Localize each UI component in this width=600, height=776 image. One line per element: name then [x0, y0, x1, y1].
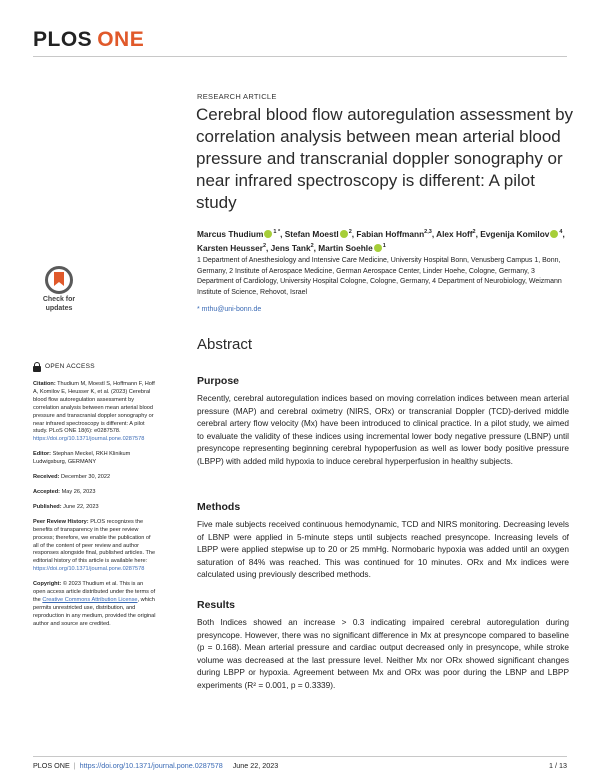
citation-label: Citation: [33, 381, 56, 387]
orcid-icon[interactable] [264, 230, 272, 238]
header-divider [33, 56, 567, 57]
section-heading-results: Results [197, 599, 235, 611]
accepted-date: May 26, 2023 [61, 488, 96, 495]
received-block [33, 474, 157, 482]
received-label: Received: [33, 474, 60, 481]
section-heading-purpose: Purpose [197, 375, 240, 387]
orcid-icon[interactable] [550, 230, 558, 238]
article-sidebar [33, 362, 157, 636]
author-separator: , [562, 228, 565, 239]
license-link[interactable]: Creative Commons Attribution License [42, 596, 138, 603]
author-name[interactable]: Karsten Heusser [197, 243, 263, 254]
open-lock-icon [33, 362, 41, 372]
bookmark-icon [51, 271, 67, 287]
peer-review-doi-link[interactable]: https://doi.org/10.1371/journal.pone.0287578 [33, 566, 145, 573]
footer-divider [33, 756, 567, 757]
author-affiliation-marker: 2 [472, 229, 476, 235]
author-name[interactable]: Marcus Thudium [197, 228, 264, 239]
author-affiliation-marker: 1 [382, 243, 386, 250]
published-date: June 22, 2023 [63, 503, 99, 510]
author-affiliation-marker: 4 [559, 229, 563, 235]
author-affiliation-marker: 2 [348, 229, 352, 235]
section-text-purpose: Recently, cerebral autoregulation indices based on moving correlation indices between mean arterial pressure (MAP) and cerebral oximetry (NIRS, ORx) or transcranial Doppler (TCD)-derived middle cerebral artery flow velocity (Mx) have been introduced to clinical practice. In a pilot study, we aimed to evaluate the validity of these indices using incremental lower body negative pressure (LBNP) until presyncope representing beginning cerebral hypoperfusion as well as lower body positive pressure (LBPP) with added mild hypoxia to induce cerebral hyperperfusion in healthy subjects. [197, 393, 569, 466]
author-name[interactable]: Evgenija Komilov [480, 228, 550, 239]
author-name[interactable]: Stefan Moestl [284, 228, 339, 239]
author-affiliation-marker: 1 * [273, 229, 281, 235]
journal-logo-plos: PLOS [33, 28, 93, 51]
editor-text: Stephan Meckel, RKH Klinikum Ludwigsburg, GERMANY [33, 451, 131, 466]
abstract-heading: Abstract [197, 336, 253, 353]
open-access-label [33, 362, 157, 372]
orcid-icon[interactable] [340, 230, 348, 238]
published-label: Published: [33, 503, 62, 510]
author-separator: , [313, 243, 319, 254]
peer-review-text: PLOS recognizes the benefits of transparency in the peer review process; therefore, we enable the publication of all of the content of peer review and author responses alongside final, published articles. The editorial history of this article is available here: [33, 518, 156, 565]
article-type: RESEARCH ARTICLE [197, 92, 277, 101]
check-for-updates-badge[interactable] [33, 266, 85, 320]
author-affiliation-marker: 2,3 [424, 229, 432, 235]
editor-block [33, 451, 157, 467]
author-list [197, 226, 567, 255]
published-block [33, 504, 157, 512]
journal-logo-one: ONE [97, 28, 145, 51]
corresponding-email[interactable]: * mthu@uni-bonn.de [197, 306, 262, 313]
editor-label: Editor: [33, 451, 52, 458]
article-title: Cerebral blood flow autoregulation assessment by correlation analysis between mean arterial blood pressure and transcranial doppler sonography or near infrared spectroscopy is different: A pilot study [196, 105, 574, 212]
peer-review-label: Peer Review History: [33, 518, 89, 525]
check-updates-line1: Check for [42, 296, 76, 303]
orcid-icon[interactable] [374, 244, 382, 252]
section-text-results: Both Indices showed an increase > 0.3 indicating impaired cerebral autoregulation during presyncope. However, there was no significant difference in Mx at presyncope compared to baseline (p = 0.168). Mean arterial pressure and cardiac output decreased only in presyncope, while stroke volume was decreased at the last pressure level. Neither Mx nor ORx showed significant changes during LBPP or hypoxia. Agreement between Mx and ORx was poor during the LBNP and LBPP experiments (R² = 0.001, p = 0.3339). [197, 617, 569, 690]
author-name[interactable]: Alex Hoff [436, 228, 473, 239]
section-text-methods: Five male subjects received continuous hemodynamic, TCD and NIRS monitoring. Decreasing levels of LBNP were applied in 5-minute steps until subjects reached presyncope. Increasing levels of LBPP were applied stepwise up to 20 or 25 mmHg. Normobaric hypoxia was added until an oxygen saturation of 84% was reached. This was continued for 10 minutes. ORx and Mx indices were calculated using previously described methods. [197, 519, 569, 580]
author-affiliation-marker: 2 [262, 243, 267, 250]
author-name[interactable]: Martin Soehle [318, 243, 373, 254]
check-updates-line2: updates [45, 304, 73, 312]
footer-doi-link[interactable]: https://doi.org/10.1371/journal.pone.0287578 [79, 761, 223, 770]
accepted-block [33, 489, 157, 497]
open-access-text: OPEN ACCESS [45, 363, 95, 371]
copyright-text-1: © 2023 Thudium et al. This is an open access article distributed under the terms of the [33, 581, 156, 603]
citation-doi-link[interactable]: https://doi.org/10.1371/journal.pone.0287578 [33, 436, 145, 443]
accepted-label: Accepted: [33, 488, 61, 495]
author-separator: , [280, 228, 285, 239]
author-affiliation-marker: 2 [310, 243, 314, 250]
received-date: December 30, 2022 [61, 474, 111, 481]
page-footer: PLOS ONE | https://doi.org/10.1371/journal.pone.0287578 June 22, 2023 1 / 13 [33, 761, 567, 770]
author-name[interactable]: Jens Tank [270, 243, 311, 254]
journal-logo[interactable] [33, 28, 144, 52]
citation-text: Thudium M, Moestl S, Hoffmann F, Hoff A, Komilov E, Heusser K, et al. (2023) Cerebral blood flow autoregulation assessment by correlation analysis between mean arterial blood pressure and transcranial doppler sonography or near infrared spectroscopy is different: A pilot study. PLoS ONE 18(6): e0287578. [33, 381, 155, 435]
citation-block [33, 381, 157, 444]
section-heading-methods: Methods [197, 501, 241, 513]
author-name[interactable]: Fabian Hoffmann [356, 228, 425, 239]
author-separator: , [266, 243, 271, 254]
affiliations: 1 Department of Anesthesiology and Intensive Care Medicine, University Hospital Bonn, Venusberg Campus 1, Bonn, Germany, 2 Institute of Aerospace Medicine, German Aerospace Center, Linder Hoehe, Cologne, Germany, 3 Department of Cardiology, University Hospital Cologne, Cologne, Germany, 4 Department of Neurobiology, Weizmann Institute of Science, Rehovot, Israel [197, 257, 562, 296]
copyright-block [33, 581, 157, 628]
author-separator: , [475, 228, 481, 239]
copyright-text-2: , which permits unrestricted use, distribution, and reproduction in any medium, provided the original author and source are credited. [33, 596, 156, 627]
peer-review-block [33, 519, 157, 574]
author-separator: , [351, 228, 357, 239]
footer-date: June 22, 2023 [232, 761, 279, 770]
footer-journal: PLOS ONE [33, 761, 70, 770]
copyright-label: Copyright: [33, 581, 62, 588]
page-number: 1 / 13 [549, 761, 567, 770]
author-separator: , [431, 228, 437, 239]
